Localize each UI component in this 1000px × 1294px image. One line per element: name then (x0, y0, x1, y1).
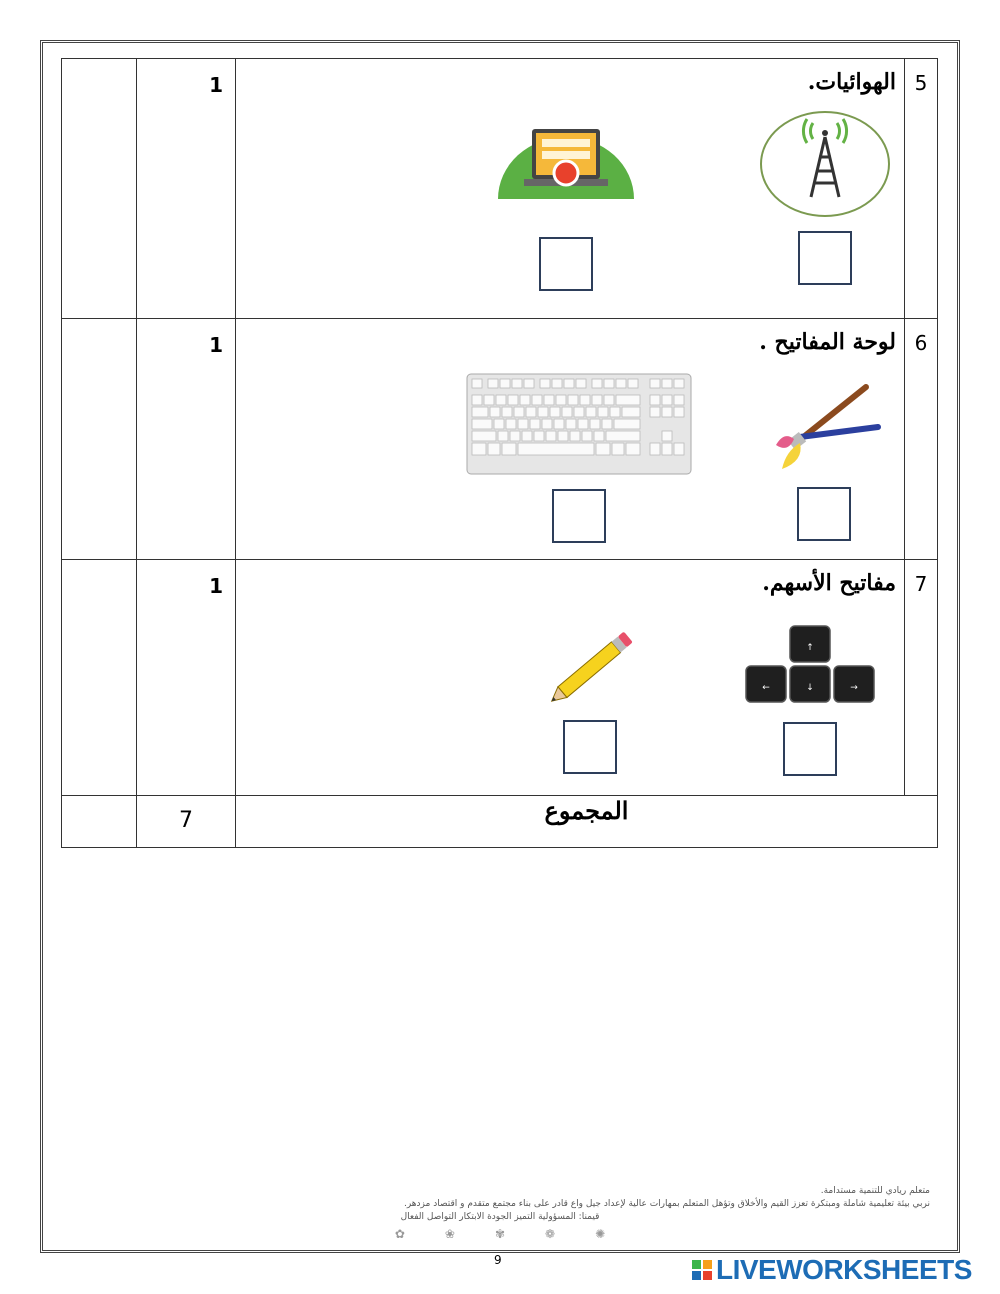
total-row (62, 796, 938, 848)
question-row (62, 319, 938, 560)
answer-checkbox[interactable] (783, 722, 837, 776)
paintbrushes-icon (766, 381, 882, 481)
brand-name: LIVEWORKSHEETS (716, 1254, 972, 1285)
svg-text:←: ← (762, 683, 770, 693)
footer-vision: متعلم ريادي للتنمية مستدامة. (820, 1186, 930, 1196)
total-value-cell (137, 796, 236, 848)
mark-cell (137, 319, 236, 560)
question-mark: 1 (209, 574, 223, 598)
footer-mission: نربي بيئة تعليمية شاملة ومبتكرة تعزز القيم والأخلاق وتؤهل المتعلم بمهارات عالية لإعداد جيل واع قادر على بناء مجتمع متقدم و اقتصاد مزدهر. (403, 1199, 930, 1209)
option-antenna (759, 109, 891, 285)
answer-checkbox[interactable] (563, 720, 617, 774)
footer-values-icons (70, 1228, 930, 1241)
svg-text:↓: ↓ (806, 683, 814, 693)
mark-cell (137, 560, 236, 796)
liveworksheets-brand (692, 1254, 972, 1286)
keyboard-icon (466, 373, 692, 475)
values-icon: ✿ (394, 1227, 405, 1241)
answer-checkbox[interactable] (798, 231, 852, 285)
score-cell (62, 59, 137, 319)
total-value: 7 (179, 808, 193, 833)
question-number: 5 (905, 59, 938, 319)
liveworksheets-logo-icon (692, 1260, 712, 1280)
values-icon: ❀ (444, 1227, 455, 1241)
answer-checkbox[interactable] (539, 237, 593, 291)
arrow-keys-icon (742, 624, 878, 704)
option-arrow-keys (742, 624, 878, 776)
page-number: 9 (494, 1253, 502, 1267)
question-text: مفاتيح الأسهم. (762, 570, 896, 596)
total-label: المجموع (236, 796, 938, 848)
pencil-icon (540, 624, 640, 714)
values-icon: ✺ (595, 1227, 606, 1241)
option-laptop (498, 109, 634, 291)
score-cell (62, 319, 137, 560)
question-mark: 1 (209, 333, 223, 357)
quiz-table (61, 58, 938, 848)
question-mark: 1 (209, 73, 223, 97)
antenna-tower-icon (759, 109, 891, 219)
footer-values: قيمنا: المسؤولية التميز الجودة الابتكار التواصل الفعال (400, 1212, 600, 1222)
values-icon: ❁ (545, 1227, 556, 1241)
question-body (236, 319, 905, 560)
option-pencil (540, 624, 640, 774)
option-paintbrushes (766, 381, 882, 541)
answer-checkbox[interactable] (552, 489, 606, 543)
svg-text:→: → (850, 683, 858, 693)
question-number: 7 (905, 560, 938, 796)
score-cell (62, 560, 137, 796)
answer-checkbox[interactable] (797, 487, 851, 541)
question-number: 6 (905, 319, 938, 560)
question-body (236, 59, 905, 319)
footer (70, 1185, 930, 1241)
question-row (62, 59, 938, 319)
score-cell (62, 796, 137, 848)
question-row (62, 560, 938, 796)
question-body (236, 560, 905, 796)
laptop-login-icon (498, 109, 634, 219)
svg-text:↑: ↑ (806, 643, 814, 653)
question-text: لوحة المفاتيح . (759, 329, 896, 355)
mark-cell (137, 59, 236, 319)
question-text: الهوائيات. (807, 69, 896, 95)
option-keyboard (466, 373, 692, 543)
values-icon: ✾ (494, 1227, 506, 1241)
